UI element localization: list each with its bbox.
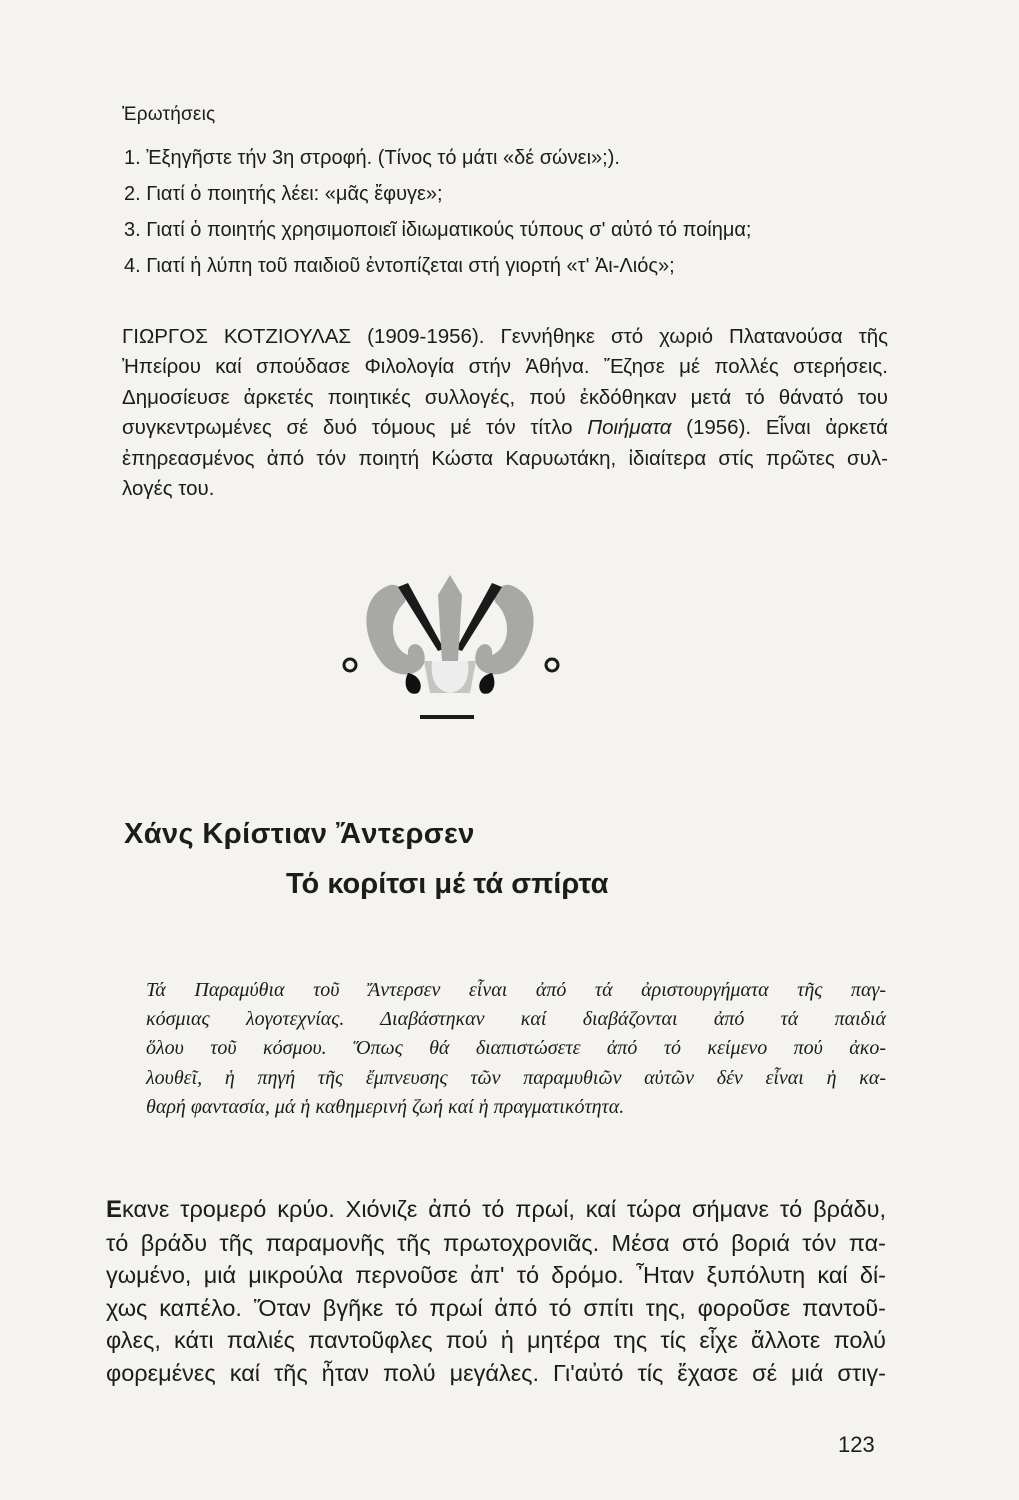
story-title: Τό κορίτσι μέ τά σπίρτα: [286, 868, 609, 900]
intro-line: ὅλου τοῦ κόσμου. Ὅπως θά διαπιστώσετε ἀπό τό κείμενο πού ἀκο-: [146, 1037, 886, 1060]
decorative-ornament: [320, 565, 580, 725]
body-line: φλες, κάτι παλιές παντοῦφλες πού ἡ μητέρα της τίς εἶχε ἄλλοτε πολύ: [106, 1327, 886, 1354]
bio-line: Ἠπείρου καί σπούδασε Φιλολογία στήν Ἀθήνα. Ἔζησε μέ πολλές στερήσεις.: [122, 355, 888, 379]
bio-text: (1956). Εἶναι ἀρκετά: [671, 416, 888, 440]
bio-line: ΓΙΩΡΓΟΣ ΚΟΤΖΙΟΥΛΑΣ (1909-1956). Γεννήθηκε στό χωριό Πλατανούσα τῆς: [122, 325, 888, 348]
author-name: Χάνς Κρίστιαν Ἄντερσεν: [124, 818, 475, 850]
question-item: 2. Γιατί ὁ ποιητής λέει: «μᾶς ἔφυγε»;: [124, 183, 443, 205]
questions-list: [124, 140, 884, 284]
poet-biography: [122, 322, 888, 504]
drop-cap: Ε: [106, 1196, 123, 1223]
intro-line: κόσμιας λογοτεχνίας. Διαβάστηκαν καί διαβάζονται ἀπό τά παιδιά: [146, 1008, 886, 1031]
body-line: χως καπέλο. Ὅταν βγῆκε τό πρωί ἀπό τό σπίτι της, φοροῦσε παντοῦ-: [106, 1294, 886, 1321]
body-text: κανε τρομερό κρύο. Χιόνιζε ἀπό τό πρωί, καί τώρα σήμανε τό βράδυ,: [122, 1196, 886, 1222]
body-line: γωμένο, μιά μικρούλα περνοῦσε ἀπ' τό δρόμο. Ἦταν ξυπόλυτη καί δί-: [106, 1262, 886, 1289]
intro-line: Τά Παραμύθια τοῦ Ἄντερσεν εἶναι ἀπό τά ἀριστουργήματα τῆς παγ-: [146, 979, 886, 1001]
question-item: 1. Ἐξηγῆστε τήν 3η στροφή. (Τίνος τό μάτι «δέ σώνει»;).: [124, 147, 620, 169]
intro-line: λουθεῖ, ἡ πηγή τῆς ἔμπνευσης τῶν παραμυθιῶν αὐτῶν δέν εἶναι ἡ κα-: [146, 1066, 886, 1089]
story-introduction: [146, 976, 886, 1122]
body-line: φορεμένες καί τῆς ἦταν πολύ μεγάλες. Γι'αὐτό τίς ἔχασε σέ μιά στιγ-: [106, 1359, 886, 1386]
page-number: 123: [838, 1432, 875, 1457]
question-item: 3. Γιατί ὁ ποιητής χρησιμοποιεῖ ἰδιωματικούς τύπους σ' αὐτό τό ποίημα;: [124, 219, 752, 241]
bio-line: λογές του.: [122, 477, 215, 501]
story-body: [106, 1193, 886, 1390]
questions-heading: Ἐρωτήσεις: [122, 104, 216, 125]
intro-line: θαρή φαντασία, μά ἡ καθημερινή ζωή καί ἡ πραγματικότητα.: [146, 1095, 625, 1118]
bio-line: Δημοσίευσε ἀρκετές ποιητικές συλλογές, πού ἐκδόθηκαν μετά τό θάνατό του: [122, 385, 888, 409]
body-line: τό βράδυ τῆς παραμονῆς τῆς πρωτοχρονιᾶς. Μέσα στό βοριά τόν πα-: [106, 1229, 886, 1256]
body-line: [106, 1193, 886, 1227]
bio-line: [122, 413, 888, 443]
book-title: Ποιήματα: [587, 416, 672, 440]
bio-line: ἐπηρεασμένος ἀπό τόν ποιητή Κώστα Καρυωτάκη, ἰδιαίτερα στίς πρῶτες συλ-: [122, 446, 888, 470]
bio-text: συγκεντρωμένες σέ δυό τόμους μέ τόν τίτλο: [122, 416, 588, 440]
question-item: 4. Γιατί ἡ λύπη τοῦ παιδιοῦ ἐντοπίζεται στή γιορτή «τ' Ἀι-Λιός»;: [124, 255, 675, 277]
